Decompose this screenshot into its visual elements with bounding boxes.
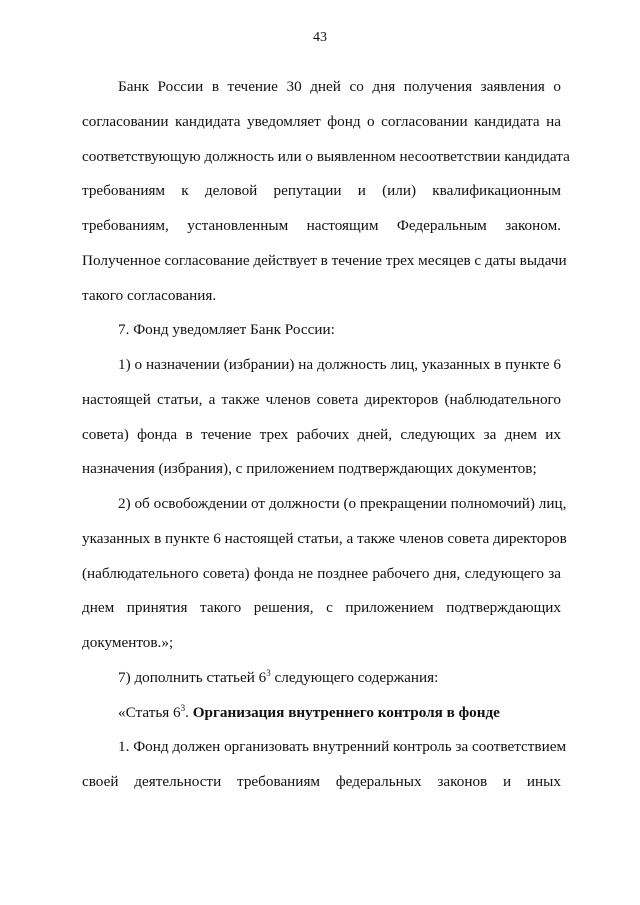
paragraph-line: документов.»; <box>82 634 174 651</box>
paragraph-line: 1. Фонд должен организовать внутренний контроль за соответствием <box>118 738 567 755</box>
article-heading <box>118 704 561 722</box>
paragraph-line: указанных в пункте 6 настоящей статьи, а также членов совета директоров <box>82 530 567 547</box>
paragraph-line: Банк России в течение 30 дней со дня получения заявления о <box>118 78 561 95</box>
amendment-text: следующего содержания: <box>270 669 439 686</box>
paragraph-line: своей деятельности требованиям федеральных законов и иных <box>82 773 561 790</box>
paragraph-line: назначения (избрания), с приложением подтверждающих документов; <box>82 460 537 477</box>
page-number: 43 <box>313 30 327 45</box>
paragraph-line: согласовании кандидата уведомляет фонд о согласовании кандидата на <box>82 113 561 130</box>
paragraph-line: 7. Фонд уведомляет Банк России: <box>118 321 335 338</box>
paragraph-line: соответствующую должность или о выявленном несоответствии кандидата <box>82 148 570 165</box>
paragraph-line: (наблюдательного совета) фонда не позднее рабочего дня, следующего за <box>82 565 561 582</box>
paragraph-line: Полученное согласование действует в течение трех месяцев с даты выдачи <box>82 252 567 269</box>
amendment-text: 7) дополнить статьей 6 <box>118 669 267 686</box>
superscript: 3 <box>266 667 271 678</box>
superscript: 3 <box>180 702 186 713</box>
amendment-line <box>118 669 561 687</box>
paragraph-line: такого согласования. <box>82 287 217 304</box>
paragraph-line: 2) об освобождении от должности (о прекращении полномочий) лиц, <box>118 495 567 512</box>
article-label: «Статья 6 <box>118 704 181 721</box>
paragraph-line: настоящей статьи, а также членов совета директоров (наблюдательного <box>82 391 561 408</box>
paragraph-line: 1) о назначении (избрании) на должность лиц, указанных в пункте 6 <box>118 356 561 373</box>
paragraph-line: совета) фонда в течение трех рабочих дней, следующих за днем их <box>82 426 561 443</box>
paragraph-line: требованиям, установленным настоящим Федеральным законом. <box>82 217 561 234</box>
paragraph-line: днем принятия такого решения, с приложением подтверждающих <box>82 599 561 616</box>
article-title: Организация внутреннего контроля в фонде <box>188 704 500 721</box>
paragraph-line: требованиям к деловой репутации и (или) квалификационным <box>82 182 561 199</box>
article-label-dot: . <box>185 704 189 721</box>
